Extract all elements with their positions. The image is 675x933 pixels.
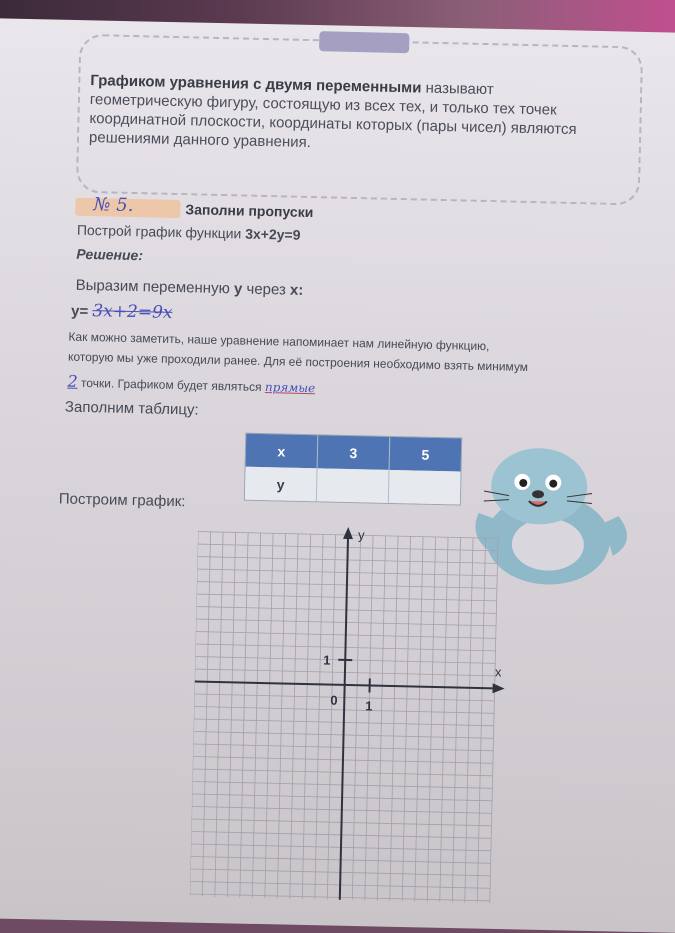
graph-label: Построим график: — [59, 490, 186, 510]
grid-line-vertical — [290, 534, 298, 899]
table-header-cell: 5 — [390, 437, 462, 472]
table-cell — [317, 468, 390, 503]
grid-line-vertical — [440, 537, 448, 902]
definition-body: называют геометрическую фигуру, состоящую из всех тех, и только тех точек координатной плоскости, координаты которых (пары чисел) являются решениями данного уравнения. — [89, 80, 577, 152]
y-axis — [340, 537, 348, 900]
grid-line-vertical — [265, 533, 273, 898]
coordinate-grid — [190, 522, 508, 904]
table-row-x — [246, 434, 462, 472]
grid-line-vertical — [427, 537, 435, 902]
grid-line-vertical — [277, 534, 285, 899]
grid-line-vertical — [477, 538, 485, 903]
table-header-cell: x — [246, 434, 319, 469]
grid-line-vertical — [415, 537, 423, 902]
grid-line-vertical — [365, 536, 373, 901]
note-line-2: которую мы уже проходили ранее. Для её построения необходимо взять минимум — [68, 350, 528, 374]
handwritten-count: 2 — [67, 372, 78, 391]
handwritten-answer: прямые — [265, 380, 315, 395]
note-line-1: Как можно заметить, наше уравнение напоминает нам линейную функцию, — [68, 330, 489, 354]
grid-line-vertical — [352, 535, 360, 900]
grid-line-vertical — [465, 538, 473, 903]
grid-line-vertical — [327, 535, 335, 900]
y-axis-arrow-icon — [343, 527, 353, 539]
y-unit-label: 1 — [323, 652, 331, 667]
task-number: № 5. — [93, 194, 133, 216]
grid-line-vertical — [402, 536, 410, 901]
values-table — [244, 433, 462, 506]
express-line: Выразим переменную y через x: — [75, 277, 303, 299]
x-axis-arrow-icon — [493, 683, 505, 693]
definition-term: Графиком уравнения с двумя переменными — [90, 72, 422, 97]
grid-line-vertical — [377, 536, 385, 901]
x-axis-label: x — [495, 664, 502, 679]
task-instruction: Построй график функции 3x+2y=9 — [77, 222, 301, 243]
grid-line-vertical — [215, 532, 223, 897]
task-equation: 3x+2y=9 — [245, 226, 301, 243]
grid-line-vertical — [252, 533, 260, 898]
grid-line-vertical — [227, 532, 235, 897]
grid-line-vertical — [302, 534, 310, 899]
y-expression-line — [71, 301, 173, 323]
table-row-y — [245, 467, 461, 505]
grid-line-vertical — [190, 532, 198, 897]
grid-line-vertical — [240, 533, 248, 898]
table-header-cell: 3 — [318, 435, 391, 470]
note-line-3: 2 точки. Графиком будет являться прямые — [67, 372, 315, 397]
handwritten-expression: 3x+2=9x — [92, 301, 173, 323]
grid-line-vertical — [490, 538, 498, 903]
solution-label: Решение: — [76, 246, 143, 264]
origin-label: 0 — [330, 693, 338, 708]
grid-line-vertical — [452, 538, 460, 903]
task-title: Заполни пропуски — [185, 201, 313, 220]
grid-line-vertical — [315, 534, 323, 899]
x-axis — [195, 682, 500, 689]
table-cell — [389, 470, 461, 505]
y-axis-label: y — [358, 527, 365, 542]
definition-tab — [319, 31, 409, 53]
table-label: Заполним таблицу: — [65, 399, 199, 419]
grid-line-vertical — [390, 536, 398, 901]
definition-box — [76, 34, 643, 206]
table-cell: y — [245, 467, 318, 502]
definition-text — [89, 71, 611, 159]
y-prefix: y= — [71, 303, 88, 320]
grid-line-vertical — [202, 532, 210, 897]
x-unit-label: 1 — [365, 698, 373, 713]
